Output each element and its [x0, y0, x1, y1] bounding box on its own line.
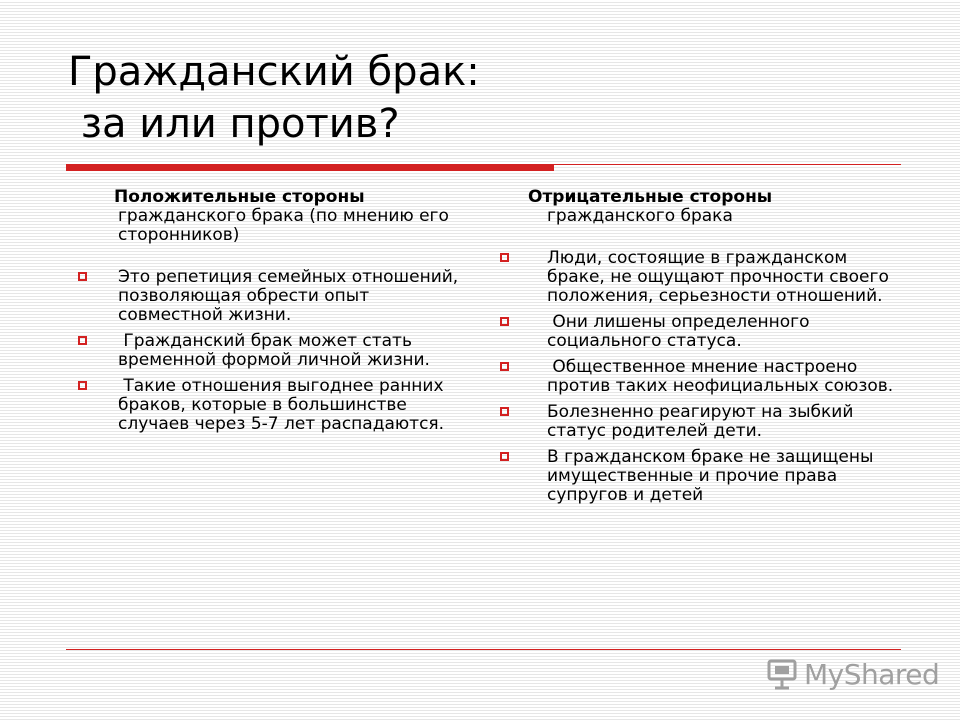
list-item [78, 268, 478, 325]
square-bullet-icon [500, 452, 509, 461]
title-line-2: за или против? [68, 101, 400, 147]
list-item-text: Это репетиция семейных отношений, позволяющая обрести опыт совместной жизни. [118, 267, 464, 325]
cons-heading-sub: гражданского брака [547, 206, 733, 226]
cons-heading-bold: Отрицательные стороны [528, 187, 773, 207]
list-item-text: Болезненно реагируют на зыбкий статус родителей дети. [547, 402, 859, 441]
cons-list [500, 249, 900, 505]
list-item [78, 332, 478, 370]
pros-column [78, 188, 478, 441]
list-item [500, 358, 900, 396]
list-item [500, 403, 900, 441]
pros-list [78, 268, 478, 434]
list-item-text: Гражданский брак может стать временной формой личной жизни. [118, 331, 430, 370]
list-item [500, 313, 900, 351]
slide-title [68, 46, 480, 150]
title-line-1: Гражданский брак: [68, 49, 480, 95]
footer-divider [66, 649, 901, 650]
list-item-text: В гражданском браке не защищены имущественные и прочие права супругов и детей [547, 447, 879, 505]
cons-heading [500, 188, 900, 226]
square-bullet-icon [500, 317, 509, 326]
list-item [500, 249, 900, 306]
square-bullet-icon [78, 272, 87, 281]
square-bullet-icon [78, 381, 87, 390]
list-item-text: Общественное мнение настроено против таких неофициальных союзов. [547, 357, 894, 396]
watermark-text: MyShared [804, 657, 940, 691]
square-bullet-icon [78, 336, 87, 345]
list-item-text: Люди, состоящие в гражданском браке, не ощущают прочности своего положения, серьезности отношений. [547, 248, 895, 306]
pros-heading [78, 188, 478, 245]
square-bullet-icon [500, 253, 509, 262]
pros-heading-bold: Положительные стороны [114, 187, 365, 207]
cons-column [500, 188, 900, 512]
pros-heading-sub: гражданского брака (по мнению его сторонников) [118, 206, 449, 245]
square-bullet-icon [500, 407, 509, 416]
list-item-text: Такие отношения выгоднее ранних браков, которые в большинстве случаев через 5-7 лет распадаются. [118, 376, 449, 434]
list-item [78, 377, 478, 434]
presentation-board-icon [766, 657, 800, 691]
watermark-logo [766, 656, 939, 692]
title-underline-thin [554, 164, 901, 165]
list-item [500, 448, 900, 505]
square-bullet-icon [500, 362, 509, 371]
list-item-text: Они лишены определенного социального статуса. [547, 312, 815, 351]
title-underline-thick [66, 164, 554, 171]
